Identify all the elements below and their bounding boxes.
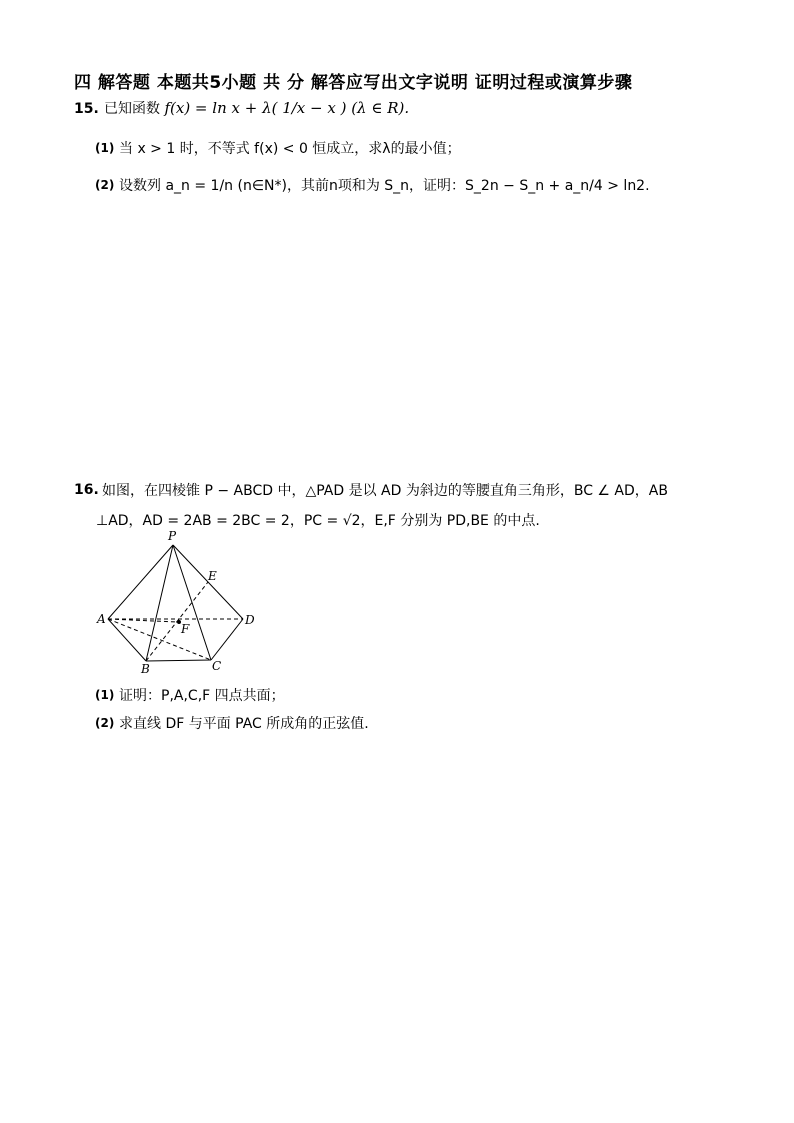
label-B: B [141, 662, 150, 676]
q16-part2-text: 求直线 DF 与平面 PAC 所成角的正弦值. [119, 716, 369, 732]
label-D: D [245, 613, 255, 627]
q16-part2-label: (2) [95, 716, 115, 730]
q16-part1-label: (1) [95, 688, 115, 702]
q15-stem-prefix: 已知函数 [104, 101, 160, 117]
edge-AB [108, 619, 146, 661]
q16-line2: ⊥AD，AD = 2AB = 2BC = 2，PC = √2，E,F 分别为 PD,BE 的中点. [96, 513, 540, 529]
q16-part1-text: 证明：P,A,C,F 四点共面； [119, 688, 285, 704]
section-heading: 四 解答题 本题共5小题 共 分 解答应写出文字说明 证明过程或演算步骤 [74, 73, 633, 93]
q16-line1: 如图，在四棱锥 P − ABCD 中，△PAD 是以 AD 为斜边的等腰直角三角形，BC ∠ AD，AB [102, 483, 668, 499]
q15-number: 15. [74, 101, 99, 117]
q15-part2-label: (2) [95, 178, 115, 192]
label-F: F [181, 622, 190, 636]
edge-PA [108, 545, 173, 619]
q15-part2-text: 设数列 a_n = 1/n (n∈N*)，其前n项和为 S_n，证明：S_2n − S_n + a_n/4 > ln2. [119, 178, 650, 194]
q15-function-expr: f(x) = ln x + λ( 1/x − x ) (λ ∈ R). [164, 99, 410, 117]
q15-part1-label: (1) [95, 141, 115, 155]
label-A: A [97, 612, 106, 626]
label-P: P [168, 530, 177, 543]
pyramid-figure [90, 530, 270, 680]
q15-part1-text: 当 x > 1 时，不等式 f(x) < 0 恒成立，求λ的最小值； [119, 141, 461, 157]
label-E: E [208, 569, 217, 583]
edge-AC [108, 619, 211, 660]
edge-BC [146, 660, 211, 661]
q15-stem [104, 98, 409, 118]
q16-number: 16. [74, 482, 99, 498]
label-C: C [212, 659, 222, 673]
edge-PC [173, 545, 211, 660]
edge-CD [211, 619, 243, 660]
